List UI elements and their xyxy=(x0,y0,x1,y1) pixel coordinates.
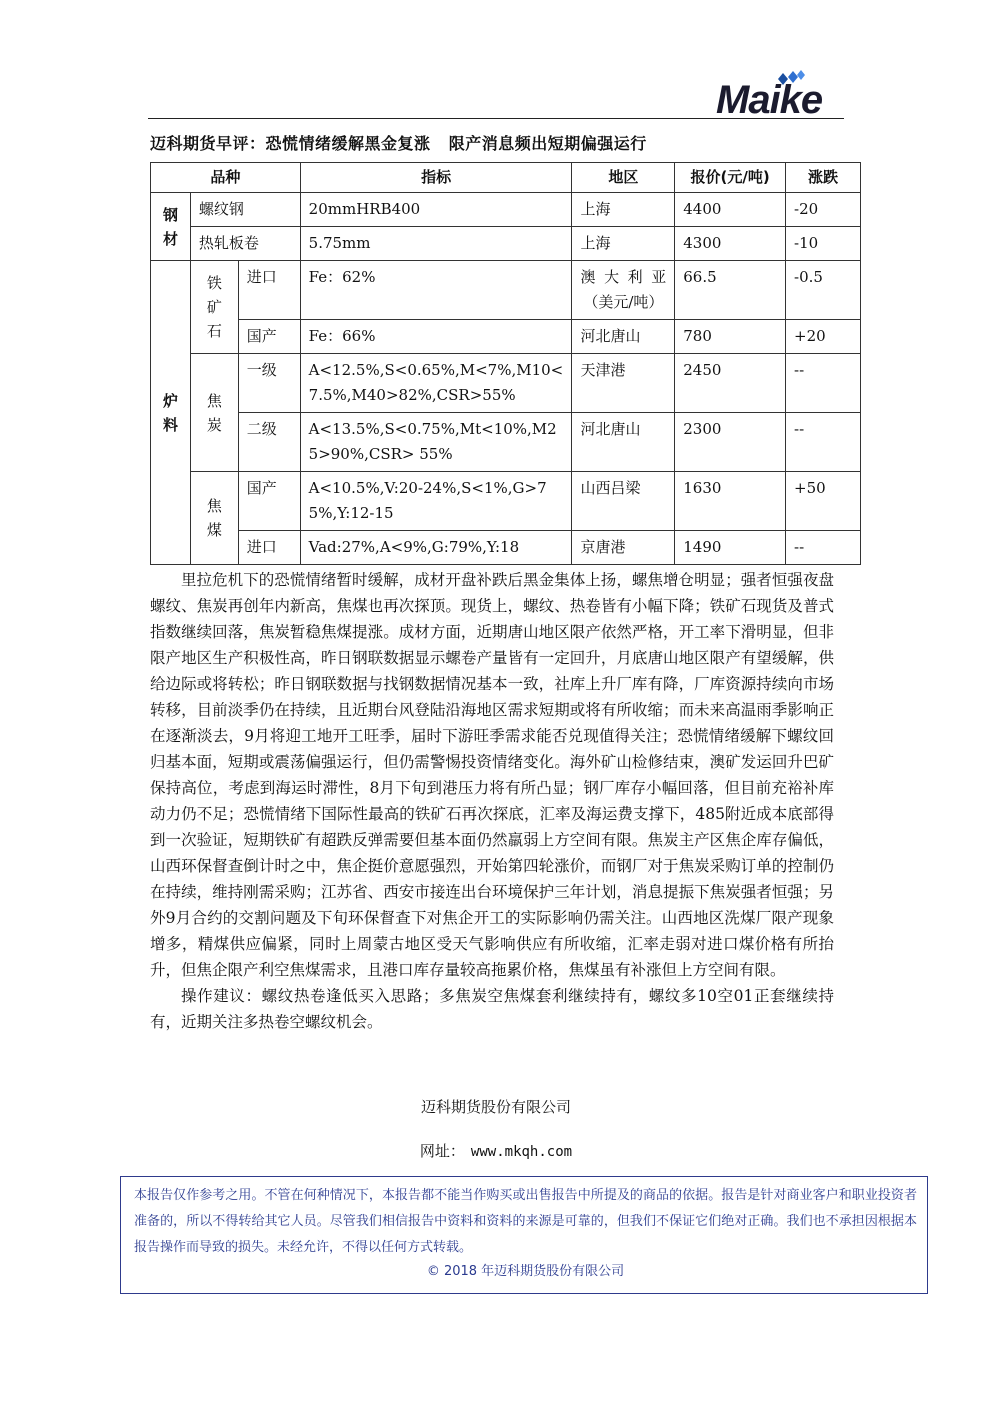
table-row xyxy=(151,413,861,472)
table-row xyxy=(151,261,861,320)
header-change: 涨跌 xyxy=(786,163,861,193)
header-region: 地区 xyxy=(572,163,675,193)
row-change: -- xyxy=(786,413,861,472)
row-price: 66.5 xyxy=(675,261,786,320)
row-spec: 20mmHRB400 xyxy=(300,193,572,227)
row-name: 国产 xyxy=(238,472,300,531)
row-change: -0.5 xyxy=(786,261,861,320)
row-name: 螺纹钢 xyxy=(190,193,300,227)
trading-advice-paragraph: 操作建议：螺纹热卷逢低买入思路；多焦炭空焦煤套利继续持有，螺纹多10空01正套继续持有，近期关注多热卷空螺纹机会。 xyxy=(150,987,834,1031)
row-spec: Vad:27%,A<9%,G:79%,Y:18 xyxy=(300,531,572,565)
header-variety: 品种 xyxy=(151,163,301,193)
row-spec: A<12.5%,S<0.65%,M<7%,M10<7.5%,M40>82%,CSR>55% xyxy=(300,354,572,413)
table-row xyxy=(151,227,861,261)
row-region: 上海 xyxy=(572,193,675,227)
row-change: +50 xyxy=(786,472,861,531)
disclaimer-text: 本报告仅作参考之用。不管在何种情况下，本报告都不能当作购买或出售报告中所提及的商品的依据。报告是针对商业客户和职业投资者准备的，所以不得转给其它人员。尽管我们相信报告中资料和资料的来源是可靠的，但我们不保证它们绝对正确。我们也不承担因根据本报告操作而导致的损失。未经允许，不得以任何方式转载。 xyxy=(134,1188,917,1255)
sub-coking-coal: 焦 煤 xyxy=(190,472,238,565)
market-commentary-paragraph: 里拉危机下的恐慌情绪暂时缓解，成材开盘补跌后黑金集体上扬，螺焦增仓明显；强者恒强夜盘螺纹、焦炭再创年内新高，焦煤也再次探顶。现货上，螺纹、热卷皆有小幅下降；铁矿石现货及普式指数继续回落，焦炭暂稳焦煤提涨。成材方面，近期唐山地区限产依然严格，开工率下滑明显，但非限产地区生产积极性高，昨日钢联数据显示螺卷产量皆有一定回升，月底唐山地区限产有望缓解，供给边际或将转松；昨日钢联数据与找钢数据情况基本一致，社库上升厂库有降，厂库资源持续向市场转移，目前淡季仍在持续，且近期台风登陆沿海地区需求短期或将有所收缩；而未来高温雨季影响正在逐渐淡去，9月将迎工地开工旺季，届时下游旺季需求能否兑现值得关注；恐慌情绪缓解下螺纹回归基本面，短期或震荡偏强运行，但仍需警惕投资情绪变化。海外矿山检修结束，澳矿发运回升巴矿保持高位，考虑到海运时滞性，8月下旬到港压力将有所凸显；钢厂库存小幅回落，但目前充裕补库动力仍不足；恐慌情绪下国际性最高的铁矿石再次探底，汇率及海运费支撑下，485附近成本底部得到一次验证，短期铁矿有超跌反弹需要但基本面仍然羸弱上方空间有限。焦炭主产区焦企库存偏低，山西环保督查倒计时之中，焦企挺价意愿强烈，开始第四轮涨价，而钢厂对于焦炭采购订单的控制仍在持续，维持刚需采购；江苏省、西安市接连出台环境保护三年计划，消息提振下焦炭强者恒强；另外9月合约的交割问题及下旬环保督查下对焦企开工的实际影响仍需关注。山西地区洗煤厂限产现象增多，精煤供应偏紧，同时上周蒙古地区受天气影响供应有所收缩，汇率走弱对进口煤价格有所抬升，但焦企限产利空焦煤需求，且港口库存量较高拖累价格，焦煤虽有补涨但上方空间有限。 xyxy=(150,571,834,979)
copyright-notice: © 2018 年迈科期货股份有限公司 xyxy=(426,1264,625,1279)
table-row xyxy=(151,354,861,413)
row-price: 1630 xyxy=(675,472,786,531)
row-name: 进口 xyxy=(238,531,300,565)
sub-coke: 焦 炭 xyxy=(190,354,238,472)
row-name: 国产 xyxy=(238,320,300,354)
row-spec: A<13.5%,S<0.75%,Mt<10%,M25>90%,CSR> 55% xyxy=(300,413,572,472)
sub-iron-ore: 铁 矿 石 xyxy=(190,261,238,354)
page-title: 迈科期货早评：恐慌情绪缓解黑金复涨 限产消息频出短期偏强运行 xyxy=(150,134,647,153)
row-name: 进口 xyxy=(238,261,300,320)
price-table xyxy=(150,162,861,565)
row-change: -20 xyxy=(786,193,861,227)
row-region: 上海 xyxy=(572,227,675,261)
row-spec: 5.75mm xyxy=(300,227,572,261)
table-row xyxy=(151,531,861,565)
company-name: 迈科期货股份有限公司 xyxy=(420,1098,571,1116)
row-price: 780 xyxy=(675,320,786,354)
row-spec: Fe：62% xyxy=(300,261,572,320)
row-region: 山西吕梁 xyxy=(572,472,675,531)
logo-wordmark: Maike xyxy=(716,78,823,122)
row-price: 4400 xyxy=(675,193,786,227)
disclaimer-box xyxy=(120,1176,928,1294)
row-change: -- xyxy=(786,531,861,565)
region-unit-note: （美元/吨） xyxy=(583,293,664,311)
row-region xyxy=(572,261,675,320)
table-row xyxy=(151,193,861,227)
table-row xyxy=(151,472,861,531)
row-spec: Fe：66% xyxy=(300,320,572,354)
header-rule xyxy=(148,118,844,119)
row-region: 京唐港 xyxy=(572,531,675,565)
region-name: 澳大利亚 xyxy=(580,268,667,286)
group-steel: 钢 材 xyxy=(151,193,191,261)
row-region: 天津港 xyxy=(572,354,675,413)
row-change: +20 xyxy=(786,320,861,354)
website-link[interactable]: www.mkqh.com xyxy=(470,1144,573,1160)
commentary-body xyxy=(150,567,834,1035)
row-name: 热轧板卷 xyxy=(190,227,300,261)
website-line xyxy=(0,1140,992,1161)
row-region: 河北唐山 xyxy=(572,413,675,472)
row-change: -10 xyxy=(786,227,861,261)
group-furnace: 炉 料 xyxy=(151,261,191,565)
website-label: 网址： xyxy=(419,1142,465,1160)
table-header-row xyxy=(151,163,861,193)
row-name: 一级 xyxy=(238,354,300,413)
row-spec: A<10.5%,V:20-24%,S<1%,G>75%,Y:12-15 xyxy=(300,472,572,531)
row-price: 2450 xyxy=(675,354,786,413)
row-name: 二级 xyxy=(238,413,300,472)
company-logo xyxy=(712,70,852,120)
row-price: 1490 xyxy=(675,531,786,565)
table-row xyxy=(151,320,861,354)
row-price: 2300 xyxy=(675,413,786,472)
row-region: 河北唐山 xyxy=(572,320,675,354)
header-price: 报价(元/吨) xyxy=(675,163,786,193)
row-change: -- xyxy=(786,354,861,413)
row-price: 4300 xyxy=(675,227,786,261)
header-spec: 指标 xyxy=(300,163,572,193)
